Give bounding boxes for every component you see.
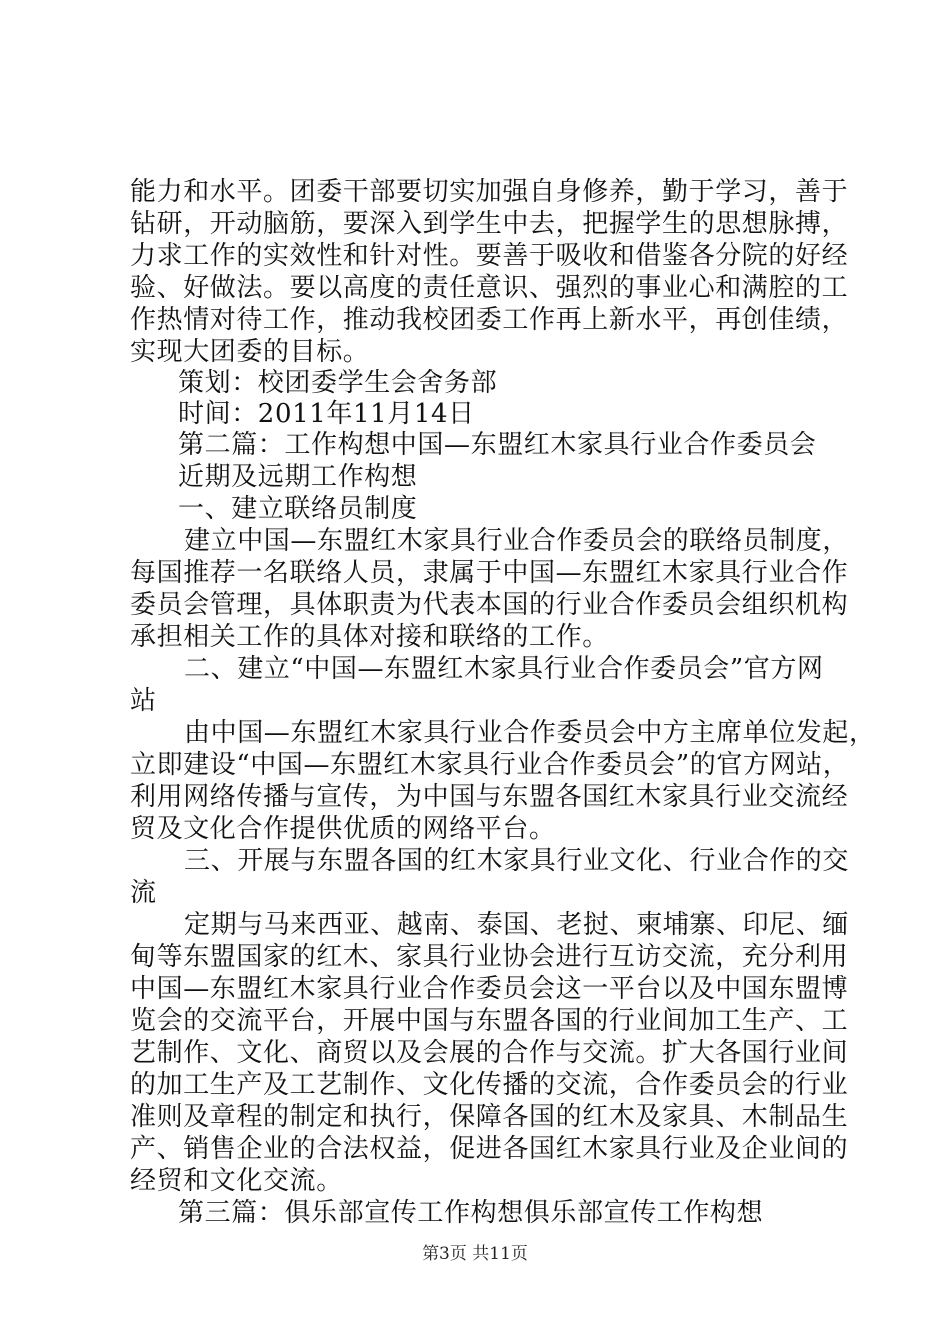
text-line: 由中国—东盟红木家具行业合作委员会中方主席单位发起， — [184, 718, 876, 748]
text-line: 能力和水平。团委干部要切实加强自身修养，勤于学习，善于 — [130, 177, 849, 207]
text-line: 立即建设“中国—东盟红木家具行业合作委员会”的官方网站， — [130, 750, 850, 780]
section-heading: 第二篇：工作构想中国—东盟红木家具行业合作委员会 — [178, 430, 817, 460]
text-line: 产、销售企业的合法权益，促进各国红木家具行业及企业间的 — [130, 1134, 849, 1164]
section-heading: 近期及远期工作构想 — [178, 462, 418, 492]
page-number-footer: 第3页 共11页 — [422, 1244, 528, 1264]
section-heading: 第三篇：俱乐部宣传工作构想俱乐部宣传工作构想 — [178, 1198, 764, 1228]
text-line: 准则及章程的制定和执行，保障各国的红木及家具、木制品生 — [130, 1102, 849, 1132]
text-line: 甸等东盟国家的红木、家具行业协会进行互访交流，充分利用 — [130, 942, 849, 972]
text-line: 的加工生产及工艺制作、文化传播的交流，合作委员会的行业 — [130, 1070, 849, 1100]
subsection-heading: 站 — [130, 686, 157, 716]
text-line: 承担相关工作的具体对接和联络的工作。 — [130, 622, 609, 652]
planner-line: 策划：校团委学生会舍务部 — [178, 368, 498, 398]
text-line: 验、好做法。要以高度的责任意识、强烈的事业心和满腔的工 — [130, 273, 849, 303]
subsection-heading: 一、建立联络员制度 — [178, 494, 418, 524]
text-line: 每国推荐一名联络人员，隶属于中国—东盟红木家具行业合作 — [130, 558, 849, 588]
text-line: 经贸和文化交流。 — [130, 1166, 343, 1196]
text-line: 贸及文化合作提供优质的网络平台。 — [130, 814, 556, 844]
text-line: 定期与马来西亚、越南、泰国、老挝、柬埔寨、印尼、缅 — [184, 910, 850, 940]
text-line: 钻研，开动脑筋，要深入到学生中去，把握学生的思想脉搏， — [130, 209, 849, 239]
subsection-heading: 三、开展与东盟各国的红木家具行业文化、行业合作的交 — [184, 846, 850, 876]
text-line: 利用网络传播与宣传，为中国与东盟各国红木家具行业交流经 — [130, 782, 849, 812]
date-line: 时间：2011年11月14日 — [178, 399, 475, 429]
subsection-heading: 二、建立“中国—东盟红木家具行业合作委员会”官方网 — [184, 654, 824, 684]
subsection-heading: 流 — [130, 878, 157, 908]
text-line: 实现大团委的目标。 — [130, 337, 370, 367]
text-line: 艺制作、文化、商贸以及会展的合作与交流。扩大各国行业间 — [130, 1038, 849, 1068]
text-line: 中国—东盟红木家具行业合作委员会这一平台以及中国东盟博 — [130, 974, 849, 1004]
text-line: 委员会管理，具体职责为代表本国的行业合作委员会组织机构 — [130, 590, 849, 620]
text-line: 力求工作的实效性和针对性。要善于吸收和借鉴各分院的好经 — [130, 241, 849, 271]
text-line: 建立中国—东盟红木家具行业合作委员会的联络员制度， — [184, 526, 850, 556]
text-line: 览会的交流平台，开展中国与东盟各国的行业间加工生产、工 — [130, 1006, 849, 1036]
text-line: 作热情对待工作，推动我校团委工作再上新水平，再创佳绩， — [130, 305, 849, 335]
